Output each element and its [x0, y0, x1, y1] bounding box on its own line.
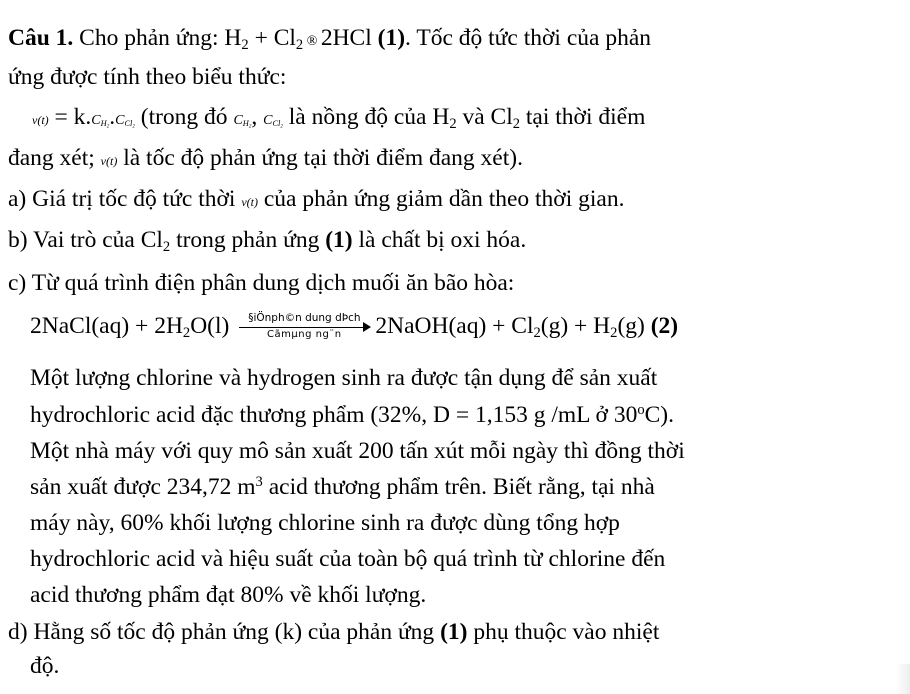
reaction-symbol: ® [303, 34, 321, 49]
cl2-sub-2: 2 [512, 116, 521, 133]
question-intro: Cho phản ứng: [79, 25, 225, 51]
conc-cl2: CCl2 [115, 113, 135, 130]
conc-h2: CH2 [91, 113, 110, 130]
arrow-condition-top: §iÖnph©n dung dÞch [248, 311, 361, 324]
paragraph-line-6: hydrochloric acid và hiệu suất của toàn bộ quá trình từ chlorine đến [30, 546, 666, 572]
rate-symbol-3: v(t) [241, 195, 258, 209]
equation-1-ref-2: (1) [440, 619, 468, 645]
paragraph-line-5: máy này, 60% khối lượng chlorine sinh ra được dùng tổng hợp [30, 510, 620, 536]
statement-b: b) Vai trò của $Cl_2$ trong phản ứng (1) là chất bị oxi hóa. [8, 227, 527, 256]
conc-cl2-ref: CCl2 [263, 113, 283, 130]
rate-law-desc: là nồng độ của H [282, 104, 450, 130]
products: 2NaOH(aq) + Cl [375, 313, 534, 339]
reaction-arrow [239, 313, 369, 343]
statement-a: a) Giá trị tốc độ tức thời v(t) của phản ứng giảm dần theo thời gian. [8, 186, 625, 212]
cl2-formula: + Cl [248, 25, 296, 51]
hcl-formula: 2HCl [320, 25, 378, 51]
question-line-1 [8, 23, 651, 57]
question-label: Câu 1. [8, 25, 74, 51]
equation-1-label: (1) [377, 25, 406, 51]
rate-law-note: (trong đó [134, 104, 234, 130]
paragraph-line-7: acid thương phẩm đạt 80% về khối lượng. [30, 582, 427, 608]
paragraph-line-4: sản xuất được 234,72 $m^3$ acid thương phẩm trên. Biết rằng, tại nhà [30, 474, 655, 500]
comma: , [251, 104, 264, 130]
h2-formula: $H_2$ [224, 25, 249, 54]
rate-constant: = k. [48, 104, 92, 130]
rate-symbol-2: v(t) [100, 154, 118, 168]
equation-2-label: (2) [650, 313, 679, 339]
arrow-condition-bottom: Cãmµng ng¨n [267, 328, 342, 340]
paragraph-line-3: Một nhà máy với quy mô sản xuất 200 tấn xút mỗi ngày thì đồng thời [30, 438, 685, 464]
dot: . [109, 104, 116, 130]
paragraph-line-1: Một lượng chlorine và hydrogen sinh ra được tận dụng để sản xuất [30, 365, 658, 391]
statement-c: c) Từ quá trình điện phân dung dịch muối ăn bão hòa: [8, 270, 515, 296]
line4-text: đang xét; [8, 145, 101, 171]
electrolysis-equation: 2NaCl(aq) + $2H_2O(l)$ §iÖnph©n dung dÞch Cãmµng ng¨n 2NaOH(aq) + $Cl_2(g) + H_2(g)$ (2) [30, 311, 679, 342]
question-intro-cont: . Tốc độ tức thời của phản [405, 25, 652, 51]
reactants: 2NaCl(aq) + 2H [30, 313, 183, 339]
h2-sub: 2 [449, 116, 457, 133]
scan-edge [896, 664, 910, 694]
cl2-text: và Cl [456, 104, 513, 130]
rate-symbol: v(t) [32, 113, 49, 127]
rate-law-line-2 [8, 143, 523, 176]
equation-1-ref: (1) [325, 227, 353, 253]
cl2-sub: 2 [295, 37, 304, 54]
statement-d-cont: độ. [30, 653, 60, 679]
rate-law-line [32, 102, 645, 136]
conc-h2-ref: CH2 [233, 113, 252, 130]
rate-law-desc-end: tại thời điểm [520, 104, 646, 130]
paragraph-line-2: hydrochloric acid đặc thương phẩm (32%, D = 1,153 g /mL ở 30$^o$C). [30, 402, 674, 428]
statement-d: d) Hằng số tốc độ phản ứng (k) của phản ứng (1) phụ thuộc vào nhiệt [8, 619, 660, 645]
line4-text-end: là tốc độ phản ứng tại thời điểm đang xét). [117, 145, 523, 171]
question-line-2: ứng được tính theo biểu thức: [8, 64, 287, 90]
